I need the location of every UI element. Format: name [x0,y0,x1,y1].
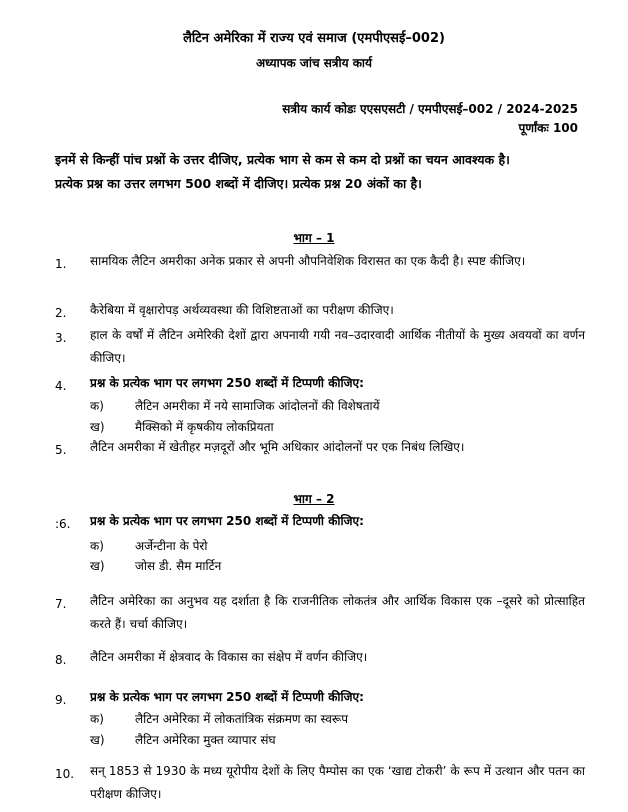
sub-question-label: क) [90,539,104,553]
question-number: :6. [55,517,71,531]
question-text: हाल के वर्षों में लैटिन अमेरिकी देशों द्वारा अपनायी गयी नव–उदारवादी आर्थिक नीतीयों के मुख्य अवयवों का वर्णन कीजिए। [90,328,585,365]
sub-question-text: जोस डी. सैम मार्टिन [135,559,222,573]
question-number: 10. [55,767,75,781]
instruction-line-1: इनमें से किन्हीं पांच प्रश्नों के उत्तर दीजिए, प्रत्येक भाग से कम से कम दो प्रश्नों का चयन आवश्यक है। [55,152,510,167]
sub-question-label: ख) [90,559,105,573]
document-subtitle: अध्यापक जांच सत्रीय कार्य [255,56,373,70]
sub-question-label: क) [90,399,104,413]
document-title: लैटिन अमेरिका में राज्य एवं समाज (एमपीएसई–002) [183,31,445,46]
sub-question-label: ख) [90,420,105,434]
instruction-line-2: प्रत्येक प्रश्न का उत्तर लगभग 500 शब्दों में दीजिए। प्रत्येक प्रश्न 20 अंकों का है। [55,176,422,191]
question-text: कैरेबिया में वृक्षारोपड़ अर्थव्यवस्था की विशिष्टताओं का परीक्षण कीजिए। [90,303,394,317]
sub-question-text: लैटिन अमेरिका में लोकतांत्रिक संक्रमण का स्वरूप [135,712,349,726]
question-number: 9. [55,693,67,707]
part-2-heading: भाग – 2 [293,492,335,506]
sub-question-text: लैटिन अमरीका में नये सामाजिक आंदोलनों की विशेषतायें [135,399,380,413]
part-1-heading: भाग – 1 [293,231,335,245]
question-number: 4. [55,379,67,393]
question-number: 2. [55,306,67,320]
sub-question-label: क) [90,712,104,726]
question-text: प्रश्न के प्रत्येक भाग पर लगभग 250 शब्दों में टिप्पणी कीजिए: [90,376,364,390]
assignment-code: सत्रीय कार्य कोडः एएसएसटी / एमपीएसई–002 / 2024-2025 [282,102,578,116]
sub-question-text: मैक्सिको में कृषकीय लोकप्रियता [135,420,274,434]
sub-question-text: अर्जेन्टीना के पेरो [135,539,208,553]
sub-question-label: ख) [90,733,105,747]
question-text: प्रश्न के प्रत्येक भाग पर लगभग 250 शब्दों में टिप्पणी कीजिए: [90,514,364,528]
total-marks: पूर्णांकः 100 [518,121,578,135]
question-number: 3. [55,331,67,345]
question-text: सामयिक लैटिन अमरीका अनेक प्रकार से अपनी औपनिवेशिक विरासत का एक कैदी है। स्पष्ट कीजिए। [90,254,526,268]
question-number: 5. [55,443,67,457]
question-number: 1. [55,257,67,271]
question-text: प्रश्न के प्रत्येक भाग पर लगभग 250 शब्दों में टिप्पणी कीजिए: [90,690,364,704]
question-text: लैटिन अमरीका में क्षेत्रवाद के विकास का संक्षेप में वर्णन कीजिए। [90,650,368,664]
sub-question-text: लैटिन अमेरिका मुक्त व्यापार संघ [135,733,276,747]
question-text: सन् 1853 से 1930 के मध्य यूरोपीय देशों के लिए पैम्पोस का एक ‘खाद्य टोकरी’ के रूप में उत्थान और पतन का परीक्षण कीजिए। [90,764,585,801]
question-number: 7. [55,597,67,611]
question-number: 8. [55,653,67,667]
question-text: लैटिन अमरीका में खेतीहर मज़दूरों और भूमि अधिकार आंदोलनों पर एक निबंध लिखिए। [90,440,465,454]
question-text: लैटिन अमेरिका का अनुभव यह दर्शाता है कि राजनीतिक लोकतंत्र और आर्थिक विकास एक –दूसरे को प्रोत्साहित करते हैं। चर्चा कीजिए। [90,594,585,631]
